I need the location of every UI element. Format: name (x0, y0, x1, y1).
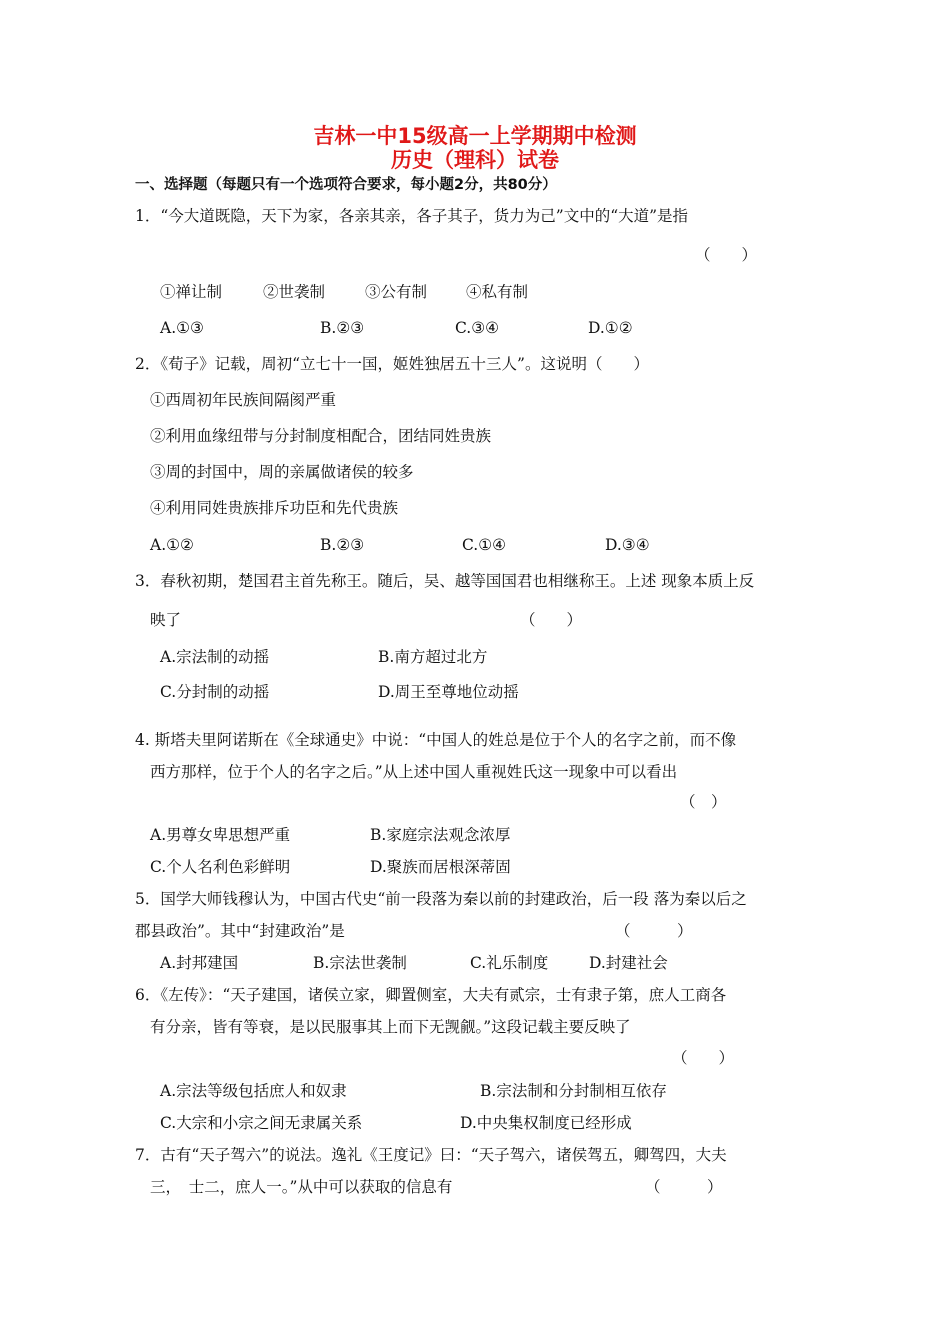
q1-answer-blank: （ ） (695, 246, 758, 264)
q4-option-d: D.聚族而居根深蒂固 (370, 858, 511, 876)
q1-option-c: C.③④ (455, 319, 500, 337)
q1-item-3: ③公有制 (365, 283, 428, 301)
q6-option-c: C.大宗和小宗之间无隶属关系 (160, 1114, 363, 1132)
q4-stem-line2: 西方那样，位于个人的名字之后。”从上述中国人重视姓氏这一现象中可以看出 (150, 763, 678, 781)
q3-stem-line2: 映了 (150, 611, 182, 629)
q1-option-a: A.①③ (160, 319, 204, 337)
q4-stem-line1: 4. 斯塔夫里阿诺斯在《全球通史》中说：“中国人的姓总是位于个人的名字之前，而不像 (135, 731, 737, 749)
q6-stem-line1: 6．《左传》：“天子建国，诸侯立家，卿置侧室，大夫有贰宗，士有隶子第，庶人工商各 (135, 986, 727, 1004)
q2-item-1: ①西周初年民族间隔阂严重 (150, 391, 337, 409)
q6-option-b: B.宗法制和分封制相互依存 (480, 1082, 667, 1100)
q2-item-3: ③周的封国中，周的亲属做诸侯的较多 (150, 463, 414, 481)
q1-item-2: ②世袭制 (263, 283, 326, 301)
q3-option-d: D.周王至尊地位动摇 (378, 683, 519, 701)
q5-option-d: D.封建社会 (589, 954, 668, 972)
q2-option-c: C.①④ (462, 536, 507, 554)
q3-answer-blank: （ ） (520, 611, 583, 629)
q5-stem-line2: 郡县政治”。其中“封建政治”是 (135, 922, 345, 940)
q2-item-2: ②利用血缘纽带与分封制度相配合，团结同姓贵族 (150, 427, 492, 445)
q6-stem-line2: 有分亲，皆有等衰，是以民服事其上而下无觊觎。”这段记载主要反映了 (150, 1018, 631, 1036)
q1-stem: 1．“今大道既隐，天下为家，各亲其亲，各子其子，货力为己”文中的“大道”是指 (135, 207, 689, 225)
q1-option-d: D.①② (588, 319, 633, 337)
q3-option-a: A.宗法制的动摇 (160, 648, 270, 666)
section-heading: 一、选择题（每题只有一个选项符合要求，每小题2分，共80分） (135, 177, 557, 193)
q1-item-4: ④私有制 (466, 283, 529, 301)
q5-answer-blank: （ ） (615, 922, 693, 940)
q3-option-b: B.南方超过北方 (378, 648, 488, 666)
q2-option-d: D.③④ (605, 536, 650, 554)
q2-stem: 2．《荀子》记载，周初“立七十一国，姬姓独居五十三人”。这说明（ ） (135, 355, 649, 373)
q4-answer-blank: （ ） (680, 793, 727, 811)
q4-option-a: A.男尊女卑思想严重 (150, 826, 291, 844)
q3-stem-line1: 3．春秋初期，楚国君主首先称王。随后，吴、越等国国君也相继称王。上述 现象本质上反 (135, 572, 755, 590)
q5-stem-line1: 5．国学大师钱穆认为，中国古代史“前一段落为秦以前的封建政治，后一段 落为秦以后之 (135, 890, 747, 908)
q1-item-1: ①禅让制 (160, 283, 223, 301)
q6-option-a: A.宗法等级包括庶人和奴隶 (160, 1082, 347, 1100)
q4-option-b: B.家庭宗法观念浓厚 (370, 826, 511, 844)
q6-answer-blank: （ ） (672, 1049, 735, 1067)
q1-option-b: B.②③ (320, 319, 365, 337)
q7-stem-line1: 7．古有“天子驾六”的说法。逸礼《王度记》曰：“天子驾六，诸侯驾五，卿驾四，大夫 (135, 1146, 727, 1164)
q2-item-4: ④利用同姓贵族排斥功臣和先代贵族 (150, 499, 399, 517)
q7-stem-line2: 三， 士二，庶人一。”从中可以获取的信息有 (150, 1178, 453, 1196)
q7-answer-blank: （ ） (645, 1178, 723, 1196)
q5-option-b: B.宗法世袭制 (313, 954, 407, 972)
exam-subtitle: 历史（理科）试卷 (391, 148, 559, 172)
q5-option-a: A.封邦建国 (160, 954, 239, 972)
q6-option-d: D.中央集权制度已经形成 (460, 1114, 632, 1132)
q3-option-c: C.分封制的动摇 (160, 683, 270, 701)
q4-option-c: C.个人名利色彩鲜明 (150, 858, 291, 876)
q5-option-c: C.礼乐制度 (470, 954, 549, 972)
q2-option-a: A.①② (150, 536, 194, 554)
exam-title: 吉林一中15级高一上学期期中检测 (313, 124, 637, 148)
q2-option-b: B.②③ (320, 536, 365, 554)
